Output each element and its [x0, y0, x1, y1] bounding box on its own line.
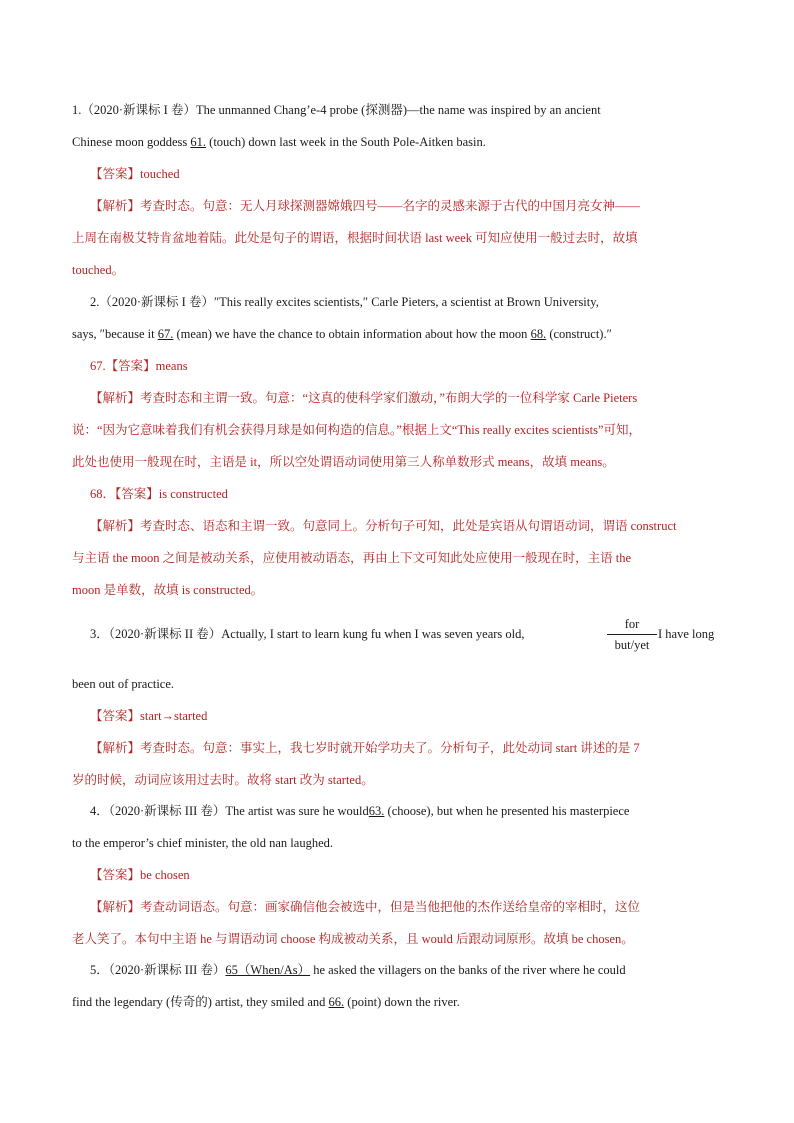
- q4-answer: [90, 866, 734, 884]
- q2-answer-67-value: means: [155, 359, 188, 373]
- q3-stem-line-1-end: I have long: [658, 627, 715, 641]
- q2-explanation-67-line-1: 【解析】考查时态和主谓一致。句意：“这真的使科学家们激动，”布朗大学的一位科学家 Carle Pieters: [90, 391, 638, 405]
- q4-explanation-line-2: 老人笑了。本句中主语 he 与谓语动词 choose 构成被动关系，且 would 后跟动词原形。故填 be chosen。: [72, 932, 634, 946]
- q1-answer-value: touched: [140, 167, 180, 181]
- q1-stem-line-1: 1.（2020·新课标 I 卷）The unmanned Chang’e-4 probe (探测器)—the name was inspired by an ancient: [72, 103, 601, 117]
- q1-explanation-line-3: touched。: [72, 263, 125, 277]
- q4-stem-line-1: 4．（2020·新课标 III 卷）The artist was sure he would63. (choose), but when he presented his masterpiece: [90, 804, 630, 818]
- explanation-tag: 【解析】: [90, 741, 141, 755]
- q2-explanation-68-line-2: 与主语 the moon 之间是被动关系，应使用被动语态，再由上下文可知此处应使用一般现在时，主语 the: [72, 551, 632, 565]
- q3-stem-line-2: been out of practice.: [72, 677, 175, 691]
- q3-correction-bar: [607, 634, 657, 635]
- q3-explanation-line-2: 岁的时候，动词应该用过去时。故将 start 改为 started。: [72, 773, 374, 787]
- answer-tag: 【答案】: [105, 359, 156, 373]
- q5-blank-66: 66.: [328, 995, 345, 1009]
- q2-explanation-67-line-2: 说：“因为它意味着我们有机会获得月球是如何构造的信息。”根据上文“This really excites scientists”可知，: [72, 423, 642, 437]
- answer-tag: 【答案】: [90, 167, 141, 181]
- q5-stem-line-2: find the legendary (传奇的) artist, they smiled and 66. (point) down the river.: [72, 995, 460, 1009]
- q2-stem-line-1: 2.（2020·新课标 I 卷）″This really excites scientists,″ Carle Pieters, a scientist at Brown University,: [90, 295, 599, 309]
- q3-correction-top: for: [624, 617, 640, 631]
- q3-stem-line-1: 3．（2020·新课标 II 卷）Actually, I start to learn kung fu when I was seven years old,: [90, 627, 525, 641]
- q4-stem-line-2: to the emperor’s chief minister, the old nan laughed.: [72, 836, 333, 850]
- q1-explanation-line-2: 上周在南极艾特肯盆地着陆。此处是句子的谓语，根据时间状语 last week 可知应使用一般过去时，故填: [72, 231, 638, 245]
- q2-answer-68: 68．【答案】is constructed: [90, 487, 228, 501]
- q3-explanation-line-1: 【解析】考查时态。句意：事实上，我七岁时就开始学功夫了。分析句子，此处动词 start 讲述的是 7: [90, 741, 640, 755]
- explanation-tag: 【解析】: [90, 391, 141, 405]
- q2-explanation-68-line-1: 【解析】考查时态、语态和主谓一致。句意同上。分析句子可知，此处是宾语从句谓语动词，谓语 construct: [90, 519, 677, 533]
- explanation-tag: 【解析】: [90, 900, 141, 914]
- q3-correction-mark: [607, 615, 657, 654]
- q1-answer: [90, 165, 734, 183]
- q2-answer-68-value: is constructed: [158, 487, 228, 501]
- q4-answer-value: be chosen: [140, 868, 190, 882]
- q1-explanation-line-1: 【解析】考查时态。句意：无人月球探测器嫦娥四号——名字的灵感来源于古代的中国月亮女神——: [90, 199, 641, 213]
- q4-explanation-line-1: 【解析】考查动词语态。句意：画家确信他会被选中，但是当他把他的杰作送给皇帝的宰相时，这位: [90, 900, 641, 914]
- answer-tag: 【答案】: [115, 487, 159, 501]
- q2-blank-67: 67.: [157, 327, 174, 341]
- q3-answer: [90, 707, 734, 725]
- explanation-tag: 【解析】: [90, 519, 141, 533]
- answer-tag: 【答案】: [90, 709, 141, 723]
- q2-blank-68: 68.: [530, 327, 547, 341]
- q2-explanation-67-line-3: 此处也使用一般现在时，主语是 it，所以空处谓语动词使用第三人称单数形式 means，故填 means。: [72, 455, 615, 469]
- q3-correction-bottom: but/yet: [614, 638, 650, 652]
- q2-answer-67: 67.【答案】means: [90, 359, 188, 373]
- q1-text: Chinese moon goddess: [72, 135, 191, 149]
- q5-stem-line-1: 5．（2020·新课标 III 卷）65（When/As） he asked the villagers on the banks of the river where he could: [90, 963, 626, 977]
- q2-stem-line-2: says, ″because it 67. (mean) we have the chance to obtain information about how the moon 68. (construct).″: [72, 327, 612, 341]
- explanation-tag: 【解析】: [90, 199, 141, 213]
- answer-tag: 【答案】: [90, 868, 141, 882]
- q1-blank-61: 61.: [190, 135, 207, 149]
- q5-blank-65: 65（When/As）: [225, 963, 311, 977]
- q3-answer-value: start→started: [140, 709, 208, 723]
- q1-text-end: (touch) down last week in the South Pole-Aitken basin.: [206, 135, 486, 149]
- q2-explanation-68-line-3: moon 是单数，故填 is constructed。: [72, 583, 264, 597]
- q1-stem-line-2: [72, 133, 734, 151]
- q4-blank-63: 63.: [368, 804, 385, 818]
